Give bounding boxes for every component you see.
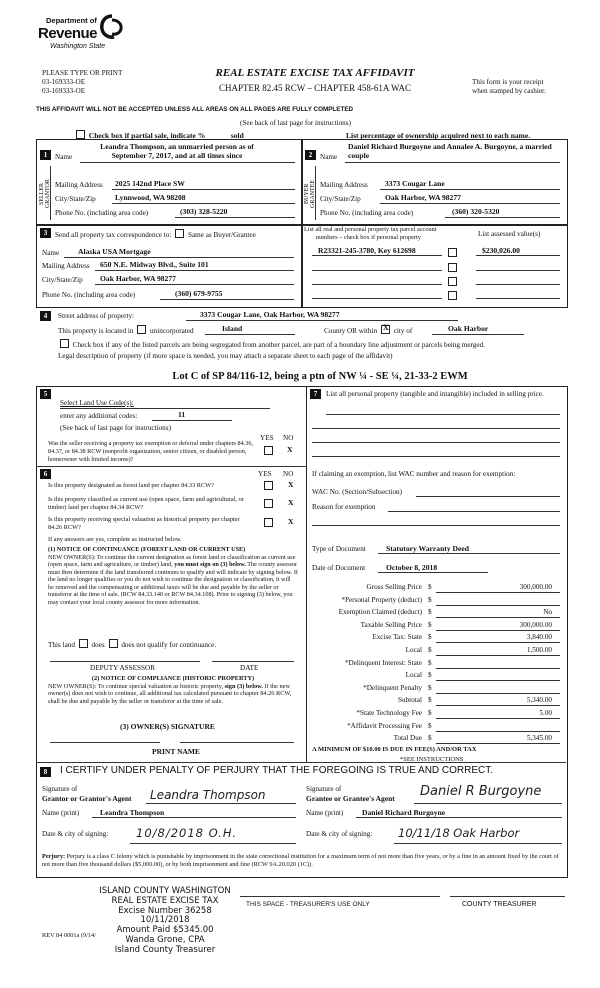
buyer-city-value[interactable]: Oak Harbor, WA 98277 <box>385 193 461 202</box>
see-instructions-note: *SEE INSTRUCTIONS <box>400 756 464 763</box>
tax-row-label: Gross Selling Price <box>366 583 422 591</box>
stamp-line: Excise Number 36258 <box>118 905 212 916</box>
section-8-number: 8 <box>40 767 51 777</box>
doc-type-value[interactable]: Statutory Warranty Deed <box>386 544 469 553</box>
same-as-buyer-checkbox[interactable] <box>175 229 184 238</box>
segregated-row <box>58 339 558 349</box>
form-revision: REV 84 0001a (9/14/ <box>42 932 96 939</box>
corr-mail-label: Mailing Address <box>42 262 90 270</box>
tax-row-label: Exemption Claimed (deduct) <box>338 608 422 617</box>
sold-label: sold <box>230 131 244 140</box>
grantee-sig-label-b: Grantee or Grantee's Agent <box>306 794 395 803</box>
exemption-label: If claiming an exemption, list WAC number and reason for exemption: <box>312 470 516 478</box>
certify-statement: I CERTIFY UNDER PENALTY OF PERJURY THAT THE FOREGOING IS TRUE AND CORRECT. <box>60 765 494 776</box>
section5-no-answer[interactable]: X <box>287 445 293 454</box>
tax-row-currency: $ <box>428 633 432 642</box>
grantor-date-value[interactable]: 10/8/2018 O.H. <box>136 826 238 840</box>
tax-row-value[interactable]: 5,340.00 <box>526 696 552 705</box>
section6-q1-yes-checkbox[interactable] <box>264 481 273 490</box>
tax-row-label: *Personal Property (deduct) <box>341 595 422 604</box>
tax-row-currency: $ <box>428 721 432 730</box>
unincorporated-label: unincorporated <box>150 327 194 335</box>
seller-side-label: SELLER GRANTOR <box>39 179 51 209</box>
treasurer-use-label: THIS SPACE - TREASURER'S USE ONLY <box>246 901 370 908</box>
section6-q3: Is this property receiving special valuation as historical property per chapter 84.26 RCW? <box>48 516 240 531</box>
notice2-title: (2) NOTICE OF COMPLIANCE (HISTORIC PROPERTY) <box>91 675 255 682</box>
form-code-1: 03-169333-OE <box>42 78 86 86</box>
tax-row-currency: $ <box>428 683 432 692</box>
dor-swirl-icon <box>100 14 124 40</box>
section-2-number: 2 <box>305 150 316 160</box>
section-5-number: 5 <box>40 389 51 399</box>
personal-property-checkbox[interactable] <box>448 277 457 286</box>
grantor-date-label: Date & city of signing: <box>42 830 109 838</box>
section6-no-header: NO <box>283 470 294 478</box>
tax-row-value[interactable]: 3,840.00 <box>526 633 552 642</box>
notice1-text-a: NEW OWNER(S): To continue the current designation as forest land or classification as current use (open space, farm and agriculture, or timber) land, <box>48 553 296 569</box>
wac-label: WAC No. (Section/Subsection) <box>312 488 403 496</box>
tax-row-currency: $ <box>428 658 432 667</box>
seller-city-value[interactable]: Lynnwood, WA 98208 <box>115 193 186 202</box>
tax-row-value[interactable]: 1,500.00 <box>526 646 552 654</box>
tax-row-value[interactable]: 5,345.00 <box>526 734 552 743</box>
additional-codes-label: enter any additional codes: <box>60 412 138 420</box>
section5-yes-checkbox[interactable] <box>264 446 273 455</box>
notice2-text-b: sign (3) below. <box>224 682 263 690</box>
tax-row-currency: $ <box>428 709 432 717</box>
form-title: REAL ESTATE EXCISE TAX AFFIDAVIT <box>215 67 415 79</box>
section6-if-yes: If any answers are yes, complete as instructed below. <box>48 536 182 543</box>
stamp-line: Amount Paid $5345.00 <box>116 925 214 936</box>
receipt-note-1: This form is your receipt <box>472 78 544 86</box>
doc-type-label: Type of Document <box>312 545 366 553</box>
section6-q2-yes-checkbox[interactable] <box>264 499 273 508</box>
land-does-checkbox[interactable] <box>79 639 88 648</box>
tax-row-currency: $ <box>428 696 432 705</box>
section6-yes-header: YES <box>258 470 272 478</box>
seller-name-value[interactable]: Leandra Thompson, an unmarried person as of September 7, 2017, and at all times since <box>100 142 254 161</box>
buyer-city-label: City/State/Zip <box>320 195 361 203</box>
grantee-sig-label-a: Signature of <box>306 785 342 793</box>
stamp-line: 10/11/2018 <box>140 915 190 926</box>
tax-row-value[interactable]: 300,000.00 <box>519 583 552 591</box>
section-6-number: 6 <box>40 469 51 479</box>
corr-phone-value[interactable]: (360) 679-9755 <box>175 289 223 298</box>
instructions-note: (See back of last page for instructions) <box>240 119 351 127</box>
tax-row-label: *Delinquent Penalty <box>363 683 422 692</box>
tax-row-label: Subtotal <box>398 696 422 705</box>
tax-row-value[interactable]: No <box>543 608 552 617</box>
land-use-code-value[interactable]: 11 <box>178 410 186 419</box>
corr-name-value[interactable]: Alaska USA Mortgage <box>78 247 151 256</box>
perjury-text: Perjury is a class C felony which is punishable by imprisonment in the state correctional institution for a maximum term of not more than five years, or by a fine in an amount fixed by the court of not more than five thousand dollars ($5,000.00), or by both imprisonment and fine (RCW 9A.20.020 (1C)). <box>42 853 559 868</box>
personal-property-label: List all personal property (tangible and intangible) included in selling price. <box>326 390 544 398</box>
located-row <box>58 325 194 335</box>
section5-question: Was the seller receiving a property tax exemption or deferral under chapters 84.36, 84.37, or 84.38 RCW (nonprofit organization, senior citizen, or disabled person, homeowner with limited income)? <box>48 440 253 463</box>
tax-row-currency: $ <box>428 620 432 629</box>
correspondence-text: Send all property tax correspondence to: <box>55 231 172 239</box>
seller-phone-value[interactable]: (303) 328-5220 <box>180 207 228 216</box>
section5-yes-header: YES <box>260 434 274 442</box>
grantor-signature[interactable]: Leandra Thompson <box>150 788 266 802</box>
grantee-print-label: Name (print) <box>306 809 344 817</box>
section6-q2: Is this property classified as current use (open space, farm and agricultural, or timber) land per chapter 84.34 RCW? <box>48 496 244 511</box>
grantee-date-label: Date & city of signing: <box>306 830 373 838</box>
buyer-name-label: Name <box>320 153 338 161</box>
seller-mail-value[interactable]: 2025 142nd Place SW <box>115 179 185 188</box>
tax-row-currency: $ <box>428 671 432 680</box>
partial-sale-checkbox[interactable] <box>76 130 85 139</box>
ownership-note: List percentage of ownership acquired next to each name. <box>346 131 531 140</box>
legal-description-label: Legal description of property (if more space is needed, you may attach a separate sheet to each page of the affidavit) <box>58 352 393 360</box>
doc-date-value[interactable]: October 8, 2018 <box>386 563 438 572</box>
street-address-value[interactable]: 3373 Cougar Lane, Oak Harbor, WA 98277 <box>200 310 340 319</box>
buyer-phone-label: Phone No. (including area code) <box>320 209 414 217</box>
print-note: PLEASE TYPE OR PRINT <box>42 69 123 77</box>
treasurer-stamp <box>95 887 235 955</box>
assessor-date-label: DATE <box>240 664 259 672</box>
print-name-label: PRINT NAME <box>152 747 200 756</box>
county-treasurer-label: COUNTY TREASURER <box>462 901 537 908</box>
county-value[interactable]: Island <box>222 324 243 333</box>
county-label: County OR within <box>324 327 378 335</box>
buyer-name-value[interactable]: Daniel Richard Burgoyne and Annalee A. Burgoyne, a married couple <box>348 142 552 161</box>
parcel-number-value[interactable]: R23321-245-3780, Key 612698 <box>318 246 416 255</box>
tax-row-label: *State Technology Fee <box>356 709 422 717</box>
minimum-fee-note: A MINIMUM OF $10.00 IS DUE IN FEE(S) AND/OR TAX <box>312 746 477 753</box>
buyer-phone-value[interactable]: (360) 320-5320 <box>452 207 500 216</box>
seller-name-label: Name <box>55 153 73 161</box>
section6-q3-yes-checkbox[interactable] <box>264 518 273 527</box>
land-qualify-row <box>48 639 216 649</box>
receipt-note-2: when stamped by cashier. <box>472 87 546 95</box>
segregated-label: Check box if any of the listed parcels are being segregated from another parcel, are part of a boundary line adjustment or parcels being merged. <box>72 341 485 349</box>
notice2-text-c: If the new owner(s) does not wish to continue, all additional tax calculated pursuant to chapter 84.26 RCW, shall be due and payable by the seller or transferor at the time of sale. <box>48 682 292 706</box>
land-does-label: does <box>91 641 105 649</box>
tax-row-currency: $ <box>428 583 432 591</box>
dor-logo <box>38 12 128 58</box>
parcels-header-1: List all real and personal property tax parcel account <box>304 226 437 233</box>
logo-line1: Department of <box>46 16 97 25</box>
tax-row-label: Taxable Selling Price <box>360 620 422 629</box>
corr-mail-value[interactable]: 650 N.E. Midway Blvd., Suite 101 <box>100 260 209 269</box>
logo-line2: Revenue <box>38 25 98 42</box>
tax-row-currency: $ <box>428 734 432 743</box>
perjury-label: Perjury: <box>42 853 66 860</box>
land-label: This land <box>48 641 75 649</box>
deputy-assessor-label: DEPUTY ASSESSOR <box>90 664 156 672</box>
stamp-line: ISLAND COUNTY WASHINGTON <box>99 886 231 896</box>
county-or-label <box>324 325 412 335</box>
grantor-print-label: Name (print) <box>42 809 80 817</box>
section-7-number: 7 <box>310 389 321 399</box>
personal-property-checkbox[interactable] <box>448 248 457 257</box>
tax-row-label: Local <box>405 646 422 654</box>
corr-name-label: Name <box>42 249 60 257</box>
section-1-number: 1 <box>40 150 51 160</box>
assessed-value[interactable]: $230,026.00 <box>482 246 520 255</box>
city-value[interactable]: Oak Harbor <box>448 324 489 333</box>
perjury-note <box>42 853 562 869</box>
grantee-date-value[interactable]: 10/11/18 Oak Harbor <box>398 826 520 840</box>
segregated-checkbox[interactable] <box>60 339 69 348</box>
section-4-number: 4 <box>40 311 51 321</box>
tax-row-value[interactable]: 5.00 <box>539 709 552 717</box>
form-code-2: 03-169333-OE <box>42 87 86 95</box>
notice1-text-b: you must sign on (3) below. <box>174 561 246 569</box>
tax-row-currency: $ <box>428 608 432 617</box>
street-address-label: Street address of property: <box>58 312 135 320</box>
correspondence-label <box>55 229 256 239</box>
assessed-header: List assessed value(s) <box>478 230 541 238</box>
grantor-sig-label-a: Signature of <box>42 785 78 793</box>
tax-row-currency: $ <box>428 646 432 654</box>
grantor-print-value[interactable]: Leandra Thompson <box>100 808 165 817</box>
notice2-block <box>48 675 298 706</box>
grantor-sig-label-b: Grantor or Grantor's Agent <box>42 794 132 803</box>
land-use-label: Select Land Use Code(s): <box>60 399 134 407</box>
tax-row-label: Total Due <box>393 734 422 743</box>
section6-q1: Is this property designated as forest land per chapter 84.33 RCW? <box>48 482 214 489</box>
form-subtitle: CHAPTER 82.45 RCW – CHAPTER 458-61A WAC <box>219 83 411 93</box>
corr-phone-label: Phone No. (including area code) <box>42 291 136 299</box>
notice1-title: (1) NOTICE OF CONTINUANCE (FOREST LAND OR CURRENT USE) <box>48 546 246 553</box>
buyer-mail-label: Mailing Address <box>320 181 368 189</box>
section6-q1-no-answer[interactable]: X <box>288 480 294 489</box>
parcels-header-2: numbers – check box if personal property <box>316 234 421 241</box>
seller-mail-label: Mailing Address <box>55 181 103 189</box>
section-3-number: 3 <box>40 228 51 238</box>
tax-row-value[interactable]: 300,000.00 <box>519 620 552 629</box>
grantee-signature[interactable]: Daniel R Burgoyne <box>420 784 542 799</box>
tax-row-label: *Delinquent Interest: State <box>344 658 422 667</box>
tax-row-currency: $ <box>428 595 432 604</box>
completion-warning: THIS AFFIDAVIT WILL NOT BE ACCEPTED UNLESS ALL AREAS ON ALL PAGES ARE FULLY COMPLETED <box>36 106 354 113</box>
notice1-block <box>48 546 298 607</box>
land-does-not-label: does not qualify for continuance. <box>121 641 217 649</box>
within-city-checkbox[interactable]: X <box>382 323 389 332</box>
section6-q3-no-answer[interactable]: X <box>288 517 294 526</box>
stamp-line: REAL ESTATE EXCISE TAX <box>111 895 219 906</box>
located-label: This property is located in <box>58 327 134 335</box>
unincorporated-checkbox[interactable] <box>137 325 146 334</box>
logo-line3: Washington State <box>50 43 106 50</box>
corr-city-label: City/State/Zip <box>42 276 83 284</box>
section5-see-back: (See back of last page for instructions) <box>60 424 171 432</box>
tax-row-label: Excise Tax: State <box>372 633 422 642</box>
corr-city-value[interactable]: Oak Harbor, WA 98277 <box>100 274 176 283</box>
partial-sale-label: Check box if partial sale, indicate % <box>88 131 206 140</box>
stamp-line: Wanda Grone, CPA <box>125 934 205 945</box>
stamp-line: Island County Treasurer <box>114 944 216 955</box>
tax-row-label: *Affidavit Processing Fee <box>347 721 422 730</box>
legal-description-value[interactable]: Lot C of SP 84/116-12, being a ptn of NW ¼ - SE ¼, 21-33-2 EWM <box>172 371 468 382</box>
exemption-reason-label: Reason for exemption <box>312 503 376 511</box>
personal-property-checkbox[interactable] <box>448 291 457 300</box>
grantee-print-value[interactable]: Daniel Richard Burgoyne <box>362 808 446 817</box>
seller-phone-label: Phone No. (including area code) <box>55 209 149 217</box>
same-as-buyer-label: Same as Buyer/Grantee <box>187 231 256 239</box>
land-does-not-checkbox[interactable] <box>109 639 118 648</box>
city-label: city of <box>393 327 413 335</box>
personal-property-checkbox[interactable] <box>448 263 457 272</box>
buyer-mail-value[interactable]: 3373 Cougar Lane <box>385 179 445 188</box>
notice2-text-a: NEW OWNER(S): To continue special valuation as historic property, <box>48 682 224 690</box>
section5-no-header: NO <box>283 434 294 442</box>
buyer-side-label: BUYER GRANTEE <box>304 180 316 208</box>
notice1-text-c: The county assessor must then determine if the land transferred continues to qualify and will indicate by signing below. If the land no longer qualifies or you do not wish to continue the designation or classification, it will be removed and the compensating or additional taxes will be due and payable by the seller or transferor at the time of sale. (RCW 84.33.140 or RCW 84.34.108). Prior to signing (3) below, you may contact your local county assessor for more information. <box>48 561 298 606</box>
doc-date-label: Date of Document <box>312 564 366 572</box>
owner-signature-label: (3) OWNER(S) SIGNATURE <box>120 722 215 731</box>
tax-row-label: Local <box>405 671 422 680</box>
seller-city-label: City/State/Zip <box>55 195 96 203</box>
section6-q2-no-answer[interactable]: X <box>288 498 294 507</box>
